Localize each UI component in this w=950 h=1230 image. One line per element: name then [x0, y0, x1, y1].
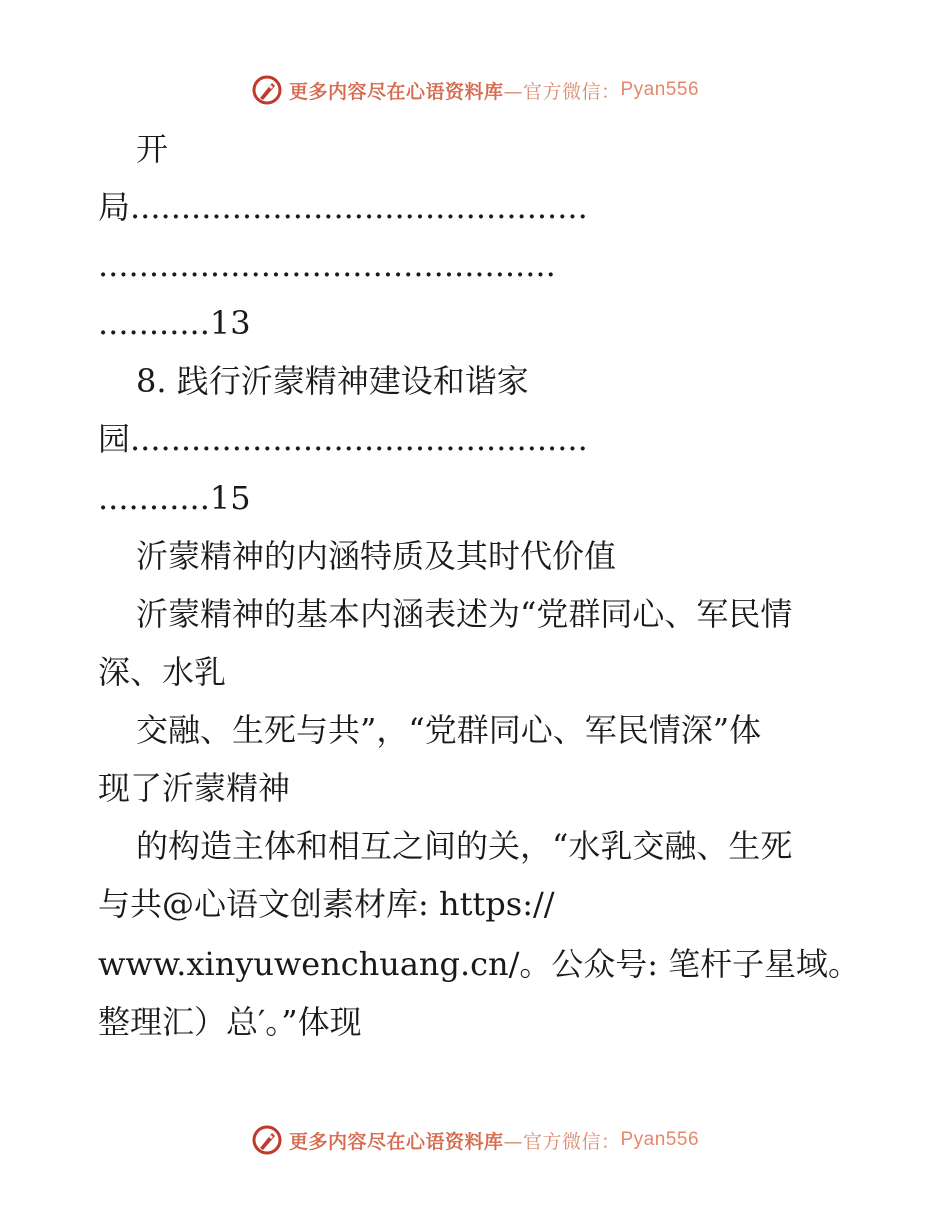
- text-line: 的构造主体和相互之间的关，“水乳交融、生死: [136, 827, 793, 865]
- banner-wechat-id: Pyan556: [620, 1129, 700, 1150]
- text-line: 沂蒙精神的内涵特质及其时代价值: [136, 537, 617, 575]
- text-line: 8. 践行沂蒙精神建设和谐家: [136, 362, 529, 400]
- pen-nib-logo-icon: [251, 74, 283, 106]
- text-line: ...........15: [98, 479, 251, 517]
- banner-wechat-id: Pyan556: [620, 79, 700, 100]
- text-line: 交融、生死与共”，“党群同心、军民情深”体: [136, 711, 762, 749]
- banner-tail-text: —官方微信：: [503, 80, 621, 103]
- banner-tail-text: —官方微信：: [503, 1130, 621, 1153]
- text-line: 园.............................................: [98, 420, 588, 458]
- text-line: www.xinyuwenchuang.cn/。公众号: 笔杆子星域。: [98, 945, 860, 983]
- text-line: 现了沂蒙精神: [98, 769, 291, 807]
- text-line: .............................................: [98, 246, 556, 284]
- banner-lead-text: 更多内容尽在心语资料库: [288, 80, 504, 103]
- banner-lead-text: 更多内容尽在心语资料库: [288, 1130, 504, 1153]
- text-line: 与共@心语文创素材库: https://: [98, 885, 555, 923]
- text-line: 局.............................................: [98, 188, 588, 226]
- header-watermark-banner: [0, 70, 950, 110]
- text-line: ...........13: [98, 304, 251, 342]
- text-line: 开: [136, 130, 169, 168]
- text-line: 整理汇）总′。”体现: [98, 1003, 362, 1041]
- text-line: 深、水乳: [98, 653, 227, 691]
- text-line: 沂蒙精神的基本内涵表述为“党群同心、军民情: [136, 595, 793, 633]
- footer-watermark-banner: [0, 1120, 950, 1160]
- pen-nib-logo-icon: [251, 1124, 283, 1156]
